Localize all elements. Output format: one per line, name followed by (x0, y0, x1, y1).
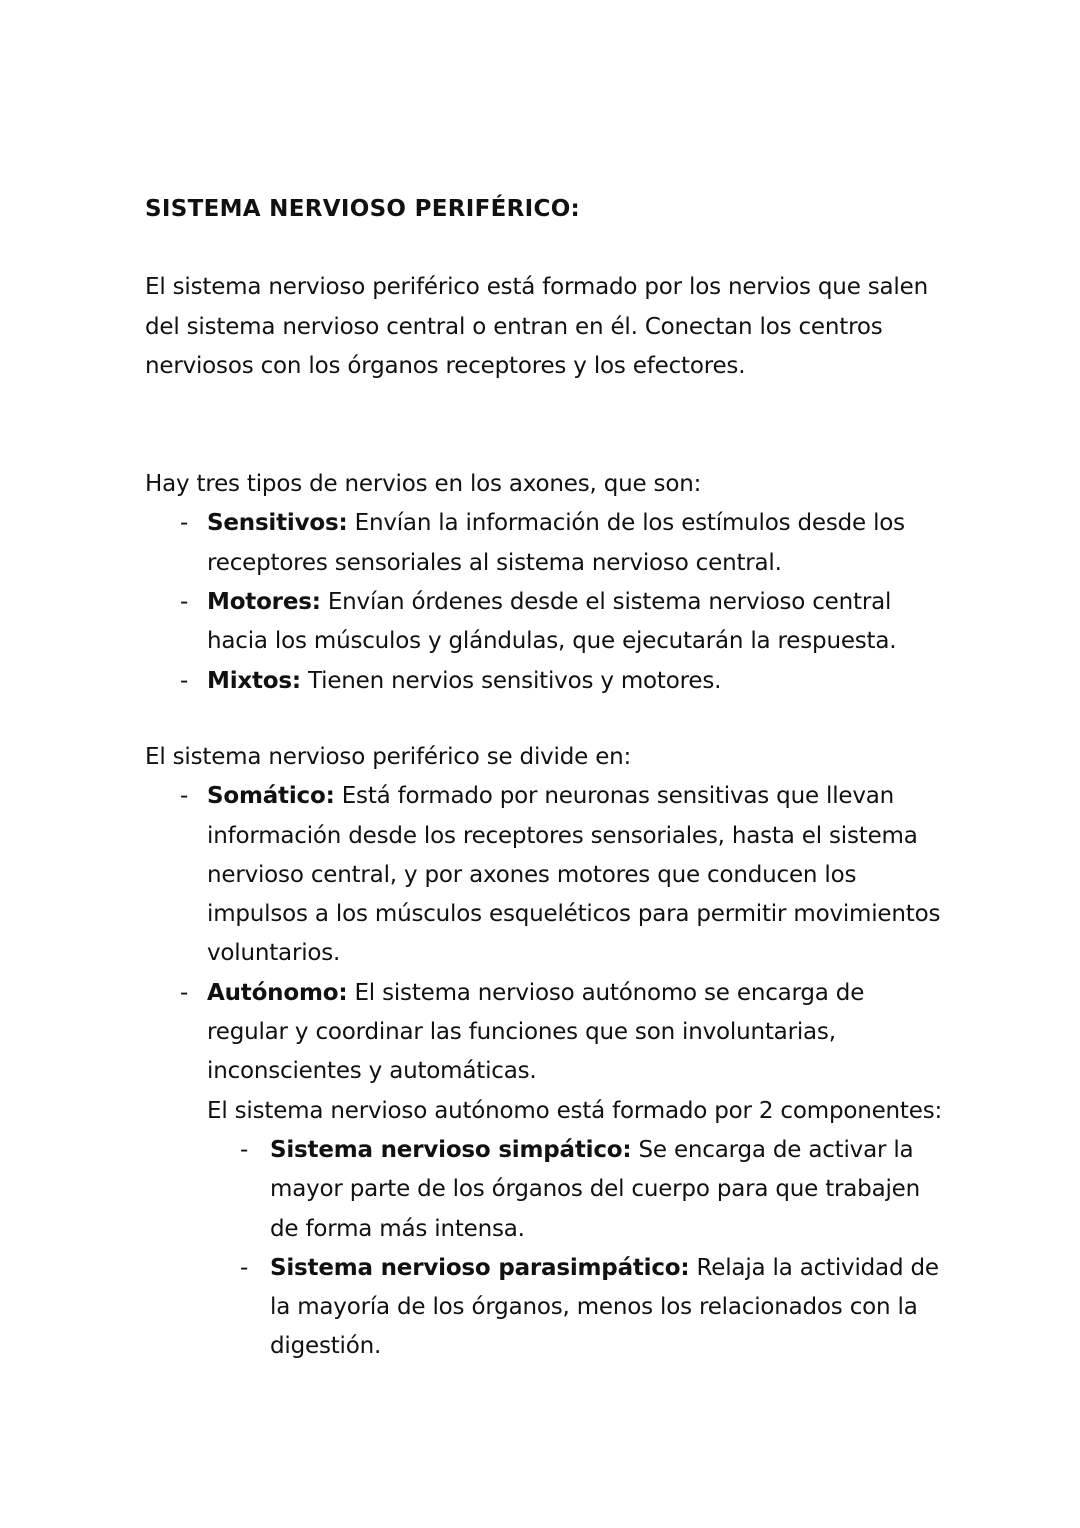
term-label: Sensitivos: (207, 510, 348, 537)
list-item-simpatico (207, 1131, 945, 1249)
term-label: Sistema nervioso parasimpático: (270, 1254, 690, 1281)
division-list (145, 777, 945, 1366)
document-title: SISTEMA NERVIOSO PERIFÉRICO: (145, 196, 581, 222)
components-list (207, 1131, 945, 1367)
list-item-autonomo (145, 974, 945, 1367)
components-intro: El sistema nervioso autónomo está formado por 2 componentes: (207, 1097, 943, 1124)
division-intro: El sistema nervioso periférico se divide en: (145, 743, 632, 770)
term-label: Mixtos: (207, 667, 301, 694)
term-label: Autónomo: (207, 979, 348, 1006)
nerve-types-intro: Hay tres tipos de nervios en los axones, que son: (145, 471, 702, 498)
list-item-motores (145, 583, 945, 662)
document-page (145, 190, 945, 1367)
term-description: Tienen nervios sensitivos y motores. (308, 667, 722, 694)
list-item-sensitivos (145, 504, 945, 583)
term-label: Sistema nervioso simpático: (270, 1136, 632, 1163)
term-description: Está formado por neuronas sensitivas que llevan información desde los receptores sensoriales, hasta el sistema nervioso central, y por axones motores que conducen los impulsos a los músculos esqueléticos para permitir movimientos voluntarios. (207, 783, 941, 967)
intro-paragraph: El sistema nervioso periférico está formado por los nervios que salen del sistema nervioso central o entran en él. Conectan los centros nerviosos con los órganos receptores y los efectores. (145, 274, 928, 379)
list-item-parasimpatico (207, 1249, 945, 1367)
term-description: El sistema nervioso autónomo se encarga de regular y coordinar las funciones que son involuntarias, inconscientes y automáticas. (207, 979, 865, 1085)
term-description: Envían la información de los estímulos desde los receptores sensoriales al sistema nervioso central. (207, 510, 905, 576)
term-label: Motores: (207, 589, 321, 616)
list-item-mixtos (145, 662, 945, 701)
nerve-types-list (145, 504, 945, 700)
term-description: Se encarga de activar la mayor parte de los órganos del cuerpo para que trabajen de forma más intensa. (270, 1136, 920, 1242)
term-label: Somático: (207, 783, 335, 810)
list-item-somatico (145, 777, 945, 973)
term-description: Envían órdenes desde el sistema nervioso central hacia los músculos y glándulas, que ejecutarán la respuesta. (207, 589, 897, 655)
term-description: Relaja la actividad de la mayoría de los órganos, menos los relacionados con la digestión. (270, 1254, 939, 1360)
